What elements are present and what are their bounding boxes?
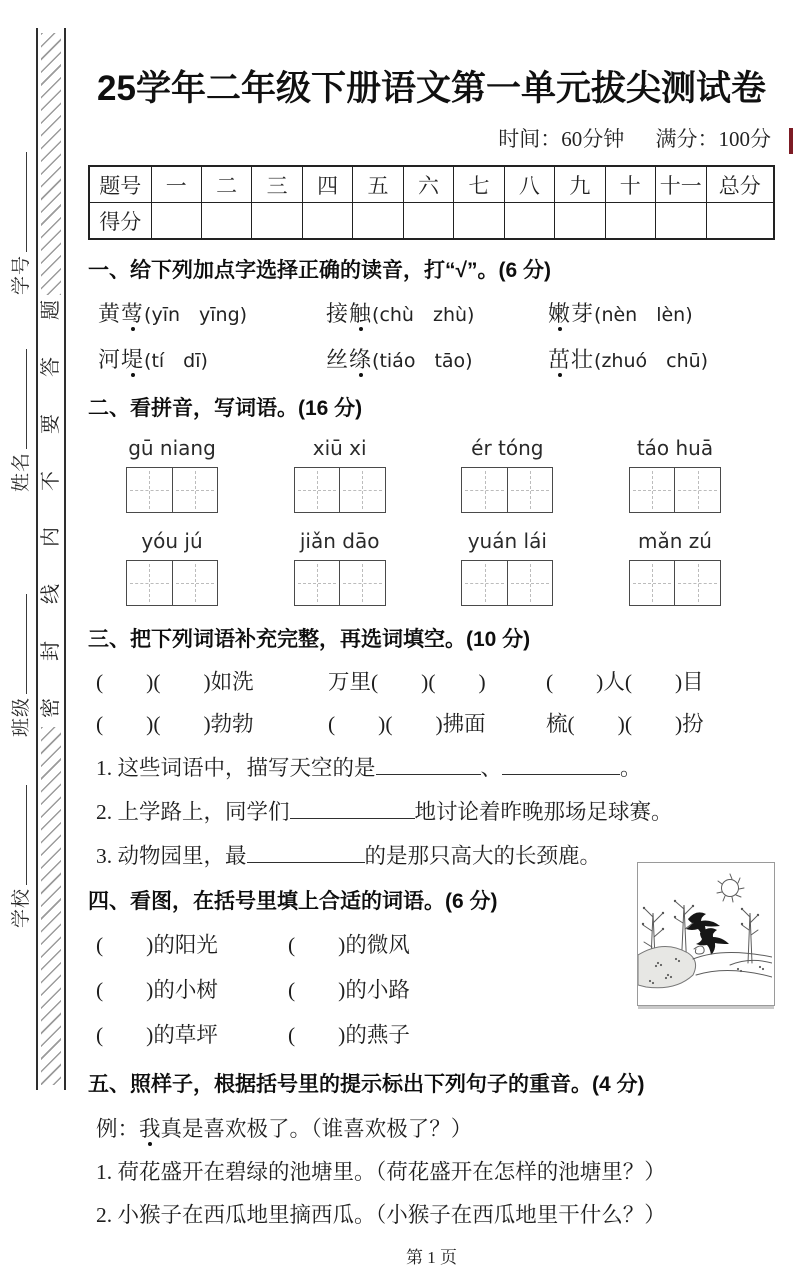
answer-blank (290, 803, 415, 819)
student-name-field (6, 349, 33, 492)
exam-meta (88, 123, 771, 153)
writing-box (126, 560, 218, 606)
writing-cell (674, 561, 720, 605)
class-label: 班级 (11, 696, 32, 737)
example-dotted-char: 我 (139, 1117, 161, 1141)
writing-box (629, 467, 721, 513)
section-one-heading: 一、给下列加点字选择正确的读音，打“√”。(6 分) (88, 259, 552, 282)
seal-text-char: 封 (40, 641, 62, 662)
pinyin-row-1 (88, 436, 775, 513)
pronunciation-item (548, 343, 775, 374)
question-number-cell: 十一 (656, 166, 706, 203)
seal-text-char: 要 (40, 413, 62, 434)
student-id-label: 学号 (11, 254, 32, 295)
score-empty-cell (706, 203, 774, 240)
pinyin-writing-group (629, 529, 721, 606)
writing-box (629, 560, 721, 606)
question-number-cell: 二 (201, 166, 251, 203)
answer-blank (502, 759, 620, 775)
dotted-char: 绦 (349, 347, 373, 372)
pinyin-label: mǎn zú (637, 529, 712, 553)
gust-curl (694, 946, 704, 954)
example-text: 真是喜欢极了。（谁喜欢极了？） (160, 1117, 473, 1141)
dotted-char: 堤 (121, 347, 145, 372)
idiom-completion-item: 梳( )( )扮 (546, 712, 704, 736)
writing-box (294, 467, 386, 513)
pinyin-writing-group (294, 529, 386, 606)
score-table-score-row (89, 203, 774, 240)
pronunciation-item (548, 297, 775, 328)
writing-cell (462, 468, 507, 512)
question-number-cell: 十 (605, 166, 655, 203)
writing-cell (507, 561, 553, 605)
section-four-heading: 四、看图，在括号里填上合适的词语。(6 分) (88, 890, 498, 913)
writing-cell (339, 468, 385, 512)
fill-sentence-1 (96, 751, 775, 782)
pinyin-options: (zhuó chū) (594, 350, 709, 372)
pinyin-writing-group (629, 436, 721, 513)
writing-cell (295, 468, 340, 512)
school-blank-line (22, 785, 27, 885)
seal-line-text (38, 300, 64, 718)
spring-scene-illustration (637, 862, 775, 1006)
class-blank-line (22, 594, 27, 694)
word-text (326, 347, 372, 372)
phrase-fill-item: ( )的小树 (96, 978, 218, 1002)
stress-example-sentence (96, 1112, 775, 1143)
score-empty-cell (151, 203, 201, 240)
score-table-label-cell: 题号 (89, 166, 151, 203)
question-number-cell: 九 (555, 166, 605, 203)
pinyin-label: ér tóng (471, 436, 544, 460)
school-label: 学校 (11, 887, 32, 928)
writing-cell (630, 561, 675, 605)
writing-box (461, 560, 553, 606)
score-empty-cell (555, 203, 605, 240)
exam-time: 时间：60分钟 (498, 127, 625, 151)
score-empty-cell (403, 203, 453, 240)
stress-sentences (88, 1155, 775, 1229)
section-four-items (96, 928, 566, 1049)
stress-sentence: 2. 小猴子在西瓜地里摘西瓜。（小猴子在西瓜地里干什么？） (96, 1203, 666, 1227)
word-char: 黄 (98, 301, 122, 326)
phrase-fill-item: ( )的草坪 (96, 1023, 218, 1047)
writing-cell (339, 561, 385, 605)
seal-text-char: 答 (40, 356, 62, 377)
seal-text-char: 密 (40, 697, 62, 718)
pinyin-writing-group (294, 436, 386, 513)
pinyin-options: (yīn yīng) (144, 304, 248, 326)
pinyin-label: xiū xi (312, 436, 367, 460)
score-empty-cell (302, 203, 352, 240)
score-empty-cell (454, 203, 504, 240)
fill-3-text-end: 的是那只高大的长颈鹿。 (364, 844, 602, 868)
word-char: 芽 (571, 301, 595, 326)
seal-hatch-top (41, 33, 61, 295)
pinyin-writing-group (461, 529, 553, 606)
pinyin-row-2 (88, 529, 775, 606)
pinyin-label: yóu jú (141, 529, 203, 553)
idiom-row-1 (96, 665, 775, 696)
student-name-blank-line (22, 349, 27, 449)
question-number-cell: 总分 (706, 166, 774, 203)
answer-blank (376, 759, 481, 775)
exam-full-score: 满分：100分 (655, 127, 771, 151)
writing-cell (172, 561, 218, 605)
question-number-cell: 一 (151, 166, 201, 203)
idiom-row-2 (96, 707, 775, 738)
idiom-completion-item: ( )( )如洗 (96, 670, 254, 694)
pronunciation-item (326, 343, 548, 374)
dotted-char: 触 (349, 301, 373, 326)
pinyin-label: jiǎn dāo (299, 529, 380, 553)
dotted-char: 茁 (548, 347, 572, 372)
page-title: 25学年二年级下册语文第一单元拔尖测试卷 (97, 69, 766, 108)
score-empty-cell (353, 203, 403, 240)
pinyin-label: yuán lái (467, 529, 547, 553)
word-text (98, 347, 144, 372)
score-table (88, 165, 775, 240)
red-edge-mark (789, 128, 793, 154)
writing-cell (462, 561, 507, 605)
student-id-field (6, 152, 33, 295)
writing-box (126, 467, 218, 513)
score-row-label: 得分 (89, 203, 151, 240)
question-number-cell: 七 (454, 166, 504, 203)
seal-text-char: 内 (40, 527, 62, 548)
school-field (6, 785, 33, 928)
score-empty-cell (605, 203, 655, 240)
word-char: 接 (326, 301, 350, 326)
answer-blank (247, 847, 365, 863)
dotted-char: 莺 (121, 301, 145, 326)
pinyin-writing-group (461, 436, 553, 513)
dotted-char: 嫩 (548, 301, 572, 326)
writing-cell (127, 468, 172, 512)
section-four (88, 888, 775, 1049)
word-text (548, 301, 594, 326)
writing-cell (630, 468, 675, 512)
phrase-fill-item: ( )的微风 (288, 933, 410, 957)
paper-content (88, 0, 775, 1268)
seal-text-char: 不 (40, 470, 62, 491)
score-table-header-row (89, 166, 774, 203)
fill-1-text: 1. 这些词语中，描写天空的是 (96, 756, 376, 780)
writing-cell (127, 561, 172, 605)
fill-sentence-2 (96, 795, 775, 826)
pinyin-writing-group (126, 529, 218, 606)
pinyin-options: (chù zhù) (372, 304, 475, 326)
fill-2-text: 2. 上学路上，同学们 (96, 800, 290, 824)
pinyin-options: (nèn lèn) (594, 304, 693, 326)
section-one-items (98, 297, 775, 374)
writing-cell (172, 468, 218, 512)
word-text (548, 347, 594, 372)
pronunciation-item (98, 297, 326, 328)
word-text (326, 301, 372, 326)
idiom-completion-item: ( )( )拂面 (328, 712, 486, 736)
score-empty-cell (504, 203, 554, 240)
page-number: 第 1 页 (406, 1248, 457, 1267)
question-number-cell: 六 (403, 166, 453, 203)
score-empty-cell (201, 203, 251, 240)
idiom-completion-item: 万里( )( ) (328, 670, 486, 694)
stress-sentence: 1. 荷花盛开在碧绿的池塘里。（荷花盛开在怎样的池塘里？） (96, 1160, 666, 1184)
writing-cell (674, 468, 720, 512)
word-char: 丝 (326, 347, 350, 372)
phrase-fill-item: ( )的燕子 (288, 1023, 410, 1047)
writing-box (294, 560, 386, 606)
student-name-label: 姓名 (11, 451, 32, 492)
fill-1-period: 。 (620, 756, 642, 780)
writing-cell (295, 561, 340, 605)
pinyin-label: táo huā (636, 436, 714, 460)
pronunciation-item (98, 343, 326, 374)
spring-scene-drawing (638, 863, 772, 1003)
section-three-heading: 三、把下列词语补充完整，再选词填空。(10 分) (88, 628, 531, 651)
swallow-icon (686, 912, 729, 955)
word-char: 河 (98, 347, 122, 372)
pinyin-writing-group (126, 436, 218, 513)
example-prefix: 例： (96, 1117, 140, 1141)
question-number-cell: 八 (504, 166, 554, 203)
score-empty-cell (252, 203, 302, 240)
writing-cell (507, 468, 553, 512)
student-id-blank-line (22, 152, 27, 252)
word-char: 壮 (571, 347, 595, 372)
score-empty-cell (656, 203, 706, 240)
pinyin-options: (tiáo tāo) (372, 350, 473, 372)
writing-box (461, 467, 553, 513)
seal-line-strip (36, 28, 66, 1090)
fill-1-separator: 、 (480, 756, 503, 780)
word-text (98, 301, 144, 326)
class-field (6, 594, 33, 737)
question-number-cell: 四 (302, 166, 352, 203)
sun-icon (717, 874, 744, 902)
idiom-completion-item: ( )( )勃勃 (96, 712, 254, 736)
pinyin-label: gū niang (128, 436, 216, 460)
seal-text-char: 题 (40, 300, 62, 320)
section-two-heading: 二、看拼音，写词语。(16 分) (88, 397, 363, 420)
seal-hatch-bottom (41, 727, 61, 1085)
fill-2-text-end: 地讨论着昨晚那场足球赛。 (414, 800, 673, 824)
phrase-fill-item: ( )的阳光 (96, 933, 218, 957)
pronunciation-item (326, 297, 548, 328)
seal-text-char: 线 (40, 584, 62, 605)
idiom-completion-item: ( )人( )目 (546, 670, 704, 694)
fill-3-text: 3. 动物园里，最 (96, 844, 247, 868)
phrase-fill-item: ( )的小路 (288, 978, 410, 1002)
section-five-heading: 五、照样子，根据括号里的提示标出下列句子的重音。(4 分) (88, 1073, 645, 1096)
question-number-cell: 三 (252, 166, 302, 203)
pinyin-options: (tí dī) (144, 350, 208, 372)
question-number-cell: 五 (353, 166, 403, 203)
